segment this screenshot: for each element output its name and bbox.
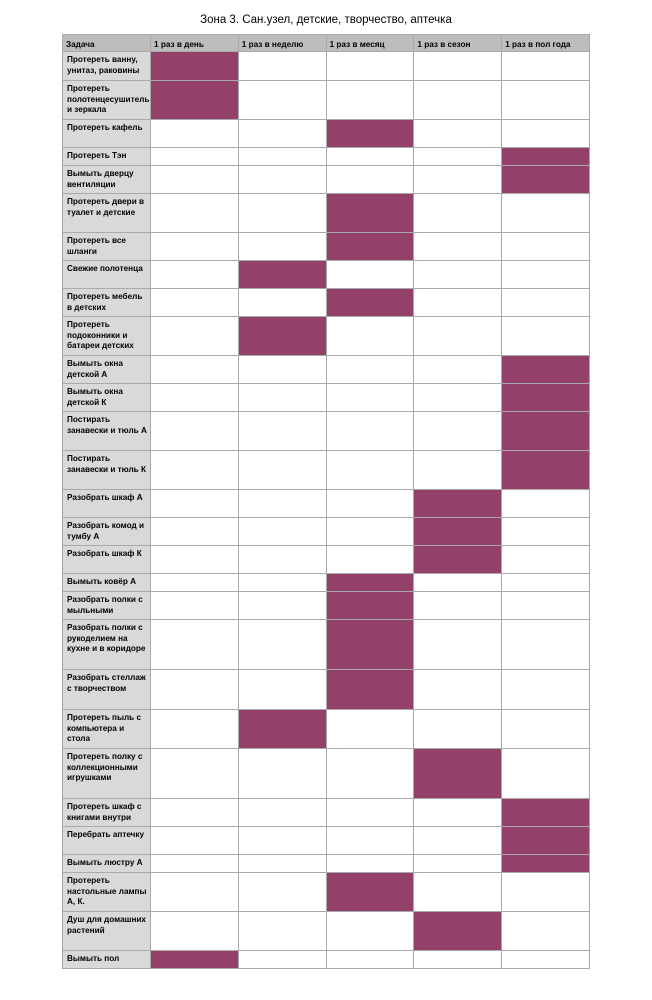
frequency-cell-marked xyxy=(502,451,590,490)
page-title: Зона 3. Сан.узел, детские, творчество, аптечка xyxy=(200,14,452,26)
task-label: Разобрать полки с мыльными xyxy=(63,592,151,620)
table-row xyxy=(63,261,590,289)
frequency-cell xyxy=(151,233,239,261)
frequency-cell-marked xyxy=(326,873,414,912)
frequency-cell xyxy=(326,412,414,451)
frequency-cell xyxy=(238,81,326,120)
frequency-cell-marked xyxy=(326,670,414,710)
frequency-cell xyxy=(502,317,590,356)
frequency-cell xyxy=(502,194,590,233)
table-row xyxy=(63,546,590,574)
frequency-cell xyxy=(151,620,239,670)
frequency-cell-marked xyxy=(414,546,502,574)
table-row xyxy=(63,490,590,518)
frequency-cell xyxy=(414,120,502,148)
table-row xyxy=(63,574,590,592)
header-weekly: 1 раз в неделю xyxy=(238,35,326,52)
frequency-cell xyxy=(238,912,326,951)
frequency-cell xyxy=(151,670,239,710)
frequency-cell xyxy=(502,289,590,317)
frequency-cell xyxy=(238,451,326,490)
task-label: Перебрать аптечку xyxy=(63,827,151,855)
frequency-cell xyxy=(238,490,326,518)
table-row xyxy=(63,166,590,194)
header-daily: 1 раз в день xyxy=(151,35,239,52)
task-label: Протереть ванну, унитаз, раковины xyxy=(63,52,151,81)
frequency-cell xyxy=(502,620,590,670)
task-label: Постирать занавески и тюль К xyxy=(63,451,151,490)
frequency-cell xyxy=(326,356,414,384)
frequency-cell xyxy=(502,951,590,969)
frequency-cell-marked xyxy=(238,261,326,289)
frequency-cell-marked xyxy=(326,194,414,233)
frequency-cell xyxy=(151,912,239,951)
frequency-cell xyxy=(151,384,239,412)
table-row xyxy=(63,148,590,166)
table-row xyxy=(63,592,590,620)
task-label: Протереть все шланги xyxy=(63,233,151,261)
frequency-cell xyxy=(502,912,590,951)
table-row xyxy=(63,289,590,317)
frequency-cell-marked xyxy=(502,148,590,166)
frequency-cell-marked xyxy=(151,81,239,120)
task-label: Протереть подоконники и батареи детских xyxy=(63,317,151,356)
frequency-cell xyxy=(151,518,239,546)
frequency-cell xyxy=(326,166,414,194)
frequency-cell xyxy=(238,384,326,412)
frequency-cell xyxy=(238,670,326,710)
frequency-cell xyxy=(151,749,239,799)
frequency-cell xyxy=(326,912,414,951)
frequency-cell xyxy=(326,52,414,81)
frequency-cell-marked xyxy=(502,166,590,194)
frequency-cell xyxy=(238,749,326,799)
frequency-cell xyxy=(238,166,326,194)
task-label: Разобрать полки с рукоделием на кухне и в коридоре xyxy=(63,620,151,670)
frequency-cell xyxy=(502,81,590,120)
frequency-cell xyxy=(326,451,414,490)
frequency-cell-marked xyxy=(414,749,502,799)
frequency-cell xyxy=(326,827,414,855)
frequency-cell xyxy=(502,749,590,799)
frequency-cell xyxy=(502,574,590,592)
header-monthly: 1 раз в месяц xyxy=(326,35,414,52)
task-label: Вымыть люстру А xyxy=(63,855,151,873)
table-row xyxy=(63,710,590,749)
table-row xyxy=(63,912,590,951)
task-label: Протереть пыль с компьютера и стола xyxy=(63,710,151,749)
frequency-cell xyxy=(414,451,502,490)
frequency-cell-marked xyxy=(151,951,239,969)
frequency-cell xyxy=(151,710,239,749)
frequency-cell-marked xyxy=(151,52,239,81)
frequency-cell xyxy=(151,574,239,592)
frequency-cell xyxy=(151,873,239,912)
frequency-cell xyxy=(151,194,239,233)
frequency-cell xyxy=(151,166,239,194)
frequency-cell xyxy=(238,52,326,81)
header-seasonal: 1 раз в сезон xyxy=(414,35,502,52)
frequency-cell xyxy=(414,356,502,384)
frequency-cell-marked xyxy=(326,592,414,620)
frequency-cell xyxy=(502,120,590,148)
frequency-cell xyxy=(326,546,414,574)
table-row xyxy=(63,356,590,384)
table-row xyxy=(63,317,590,356)
task-label: Вымыть пол xyxy=(63,951,151,969)
frequency-cell xyxy=(414,799,502,827)
table-row xyxy=(63,451,590,490)
schedule-body xyxy=(63,52,590,969)
task-label: Вымыть дверцу вентиляции xyxy=(63,166,151,194)
frequency-cell xyxy=(414,289,502,317)
frequency-cell xyxy=(151,592,239,620)
frequency-cell-marked xyxy=(414,518,502,546)
frequency-cell xyxy=(326,710,414,749)
frequency-cell xyxy=(151,317,239,356)
frequency-cell xyxy=(238,855,326,873)
frequency-cell xyxy=(502,873,590,912)
frequency-cell-marked xyxy=(502,356,590,384)
frequency-cell xyxy=(151,490,239,518)
table-row xyxy=(63,412,590,451)
frequency-cell xyxy=(151,261,239,289)
table-row xyxy=(63,81,590,120)
frequency-cell-marked xyxy=(502,827,590,855)
table-row xyxy=(63,951,590,969)
frequency-cell xyxy=(326,81,414,120)
table-row xyxy=(63,233,590,261)
frequency-cell xyxy=(414,148,502,166)
frequency-cell xyxy=(326,855,414,873)
frequency-cell xyxy=(326,261,414,289)
frequency-cell xyxy=(238,546,326,574)
frequency-cell xyxy=(238,194,326,233)
frequency-cell xyxy=(414,827,502,855)
task-label: Разобрать шкаф А xyxy=(63,490,151,518)
task-label: Вымыть окна детской К xyxy=(63,384,151,412)
task-label: Вымыть ковёр А xyxy=(63,574,151,592)
frequency-cell xyxy=(414,384,502,412)
header-row xyxy=(63,35,590,52)
header-half-year: 1 раз в пол года xyxy=(502,35,590,52)
table-row xyxy=(63,194,590,233)
frequency-cell-marked xyxy=(326,620,414,670)
frequency-cell xyxy=(151,451,239,490)
task-label: Протереть мебель в детских xyxy=(63,289,151,317)
task-label: Протереть Тэн xyxy=(63,148,151,166)
frequency-cell-marked xyxy=(502,799,590,827)
frequency-cell xyxy=(414,317,502,356)
task-label: Протереть полотенцесушитель и зеркала xyxy=(63,81,151,120)
frequency-cell xyxy=(238,951,326,969)
task-label: Разобрать комод и тумбу А xyxy=(63,518,151,546)
table-row xyxy=(63,120,590,148)
frequency-cell xyxy=(326,384,414,412)
task-label: Протереть двери в туалет и детские xyxy=(63,194,151,233)
frequency-cell xyxy=(238,233,326,261)
frequency-cell xyxy=(151,356,239,384)
cleaning-schedule-table xyxy=(62,34,590,969)
frequency-cell xyxy=(326,148,414,166)
frequency-cell-marked xyxy=(502,412,590,451)
table-row xyxy=(63,52,590,81)
frequency-cell xyxy=(414,670,502,710)
table-row xyxy=(63,873,590,912)
frequency-cell xyxy=(502,233,590,261)
frequency-cell xyxy=(414,166,502,194)
frequency-cell xyxy=(238,827,326,855)
frequency-cell xyxy=(238,120,326,148)
task-label: Душ для домашних растений xyxy=(63,912,151,951)
frequency-cell xyxy=(326,799,414,827)
frequency-cell xyxy=(414,574,502,592)
frequency-cell-marked xyxy=(238,710,326,749)
frequency-cell xyxy=(326,490,414,518)
frequency-cell xyxy=(414,412,502,451)
frequency-cell-marked xyxy=(414,490,502,518)
frequency-cell xyxy=(151,827,239,855)
table-row xyxy=(63,749,590,799)
table-row xyxy=(63,855,590,873)
frequency-cell xyxy=(414,710,502,749)
frequency-cell-marked xyxy=(414,912,502,951)
task-label: Разобрать шкаф К xyxy=(63,546,151,574)
table-row xyxy=(63,620,590,670)
frequency-cell xyxy=(414,951,502,969)
frequency-cell xyxy=(238,412,326,451)
frequency-cell-marked xyxy=(238,317,326,356)
frequency-cell-marked xyxy=(326,233,414,261)
frequency-cell xyxy=(326,518,414,546)
frequency-cell xyxy=(502,710,590,749)
frequency-cell xyxy=(238,620,326,670)
frequency-cell xyxy=(151,546,239,574)
frequency-cell xyxy=(502,670,590,710)
frequency-cell xyxy=(238,289,326,317)
frequency-cell xyxy=(238,574,326,592)
frequency-cell xyxy=(326,317,414,356)
frequency-cell xyxy=(238,592,326,620)
frequency-cell xyxy=(414,855,502,873)
table-row xyxy=(63,827,590,855)
task-label: Протереть кафель xyxy=(63,120,151,148)
frequency-cell xyxy=(414,194,502,233)
task-label: Свежие полотенца xyxy=(63,261,151,289)
frequency-cell xyxy=(502,592,590,620)
frequency-cell xyxy=(151,148,239,166)
table-row xyxy=(63,670,590,710)
table-row xyxy=(63,799,590,827)
frequency-cell-marked xyxy=(502,384,590,412)
frequency-cell xyxy=(151,412,239,451)
frequency-cell xyxy=(238,873,326,912)
table-row xyxy=(63,518,590,546)
task-label: Протереть полку с коллекционными игрушками xyxy=(63,749,151,799)
frequency-cell xyxy=(238,518,326,546)
frequency-cell xyxy=(238,799,326,827)
task-label: Протереть настольные лампы А, К. xyxy=(63,873,151,912)
frequency-cell-marked xyxy=(326,289,414,317)
frequency-cell xyxy=(502,52,590,81)
frequency-cell xyxy=(502,518,590,546)
frequency-cell-marked xyxy=(502,855,590,873)
table-row xyxy=(63,384,590,412)
frequency-cell xyxy=(151,855,239,873)
frequency-cell xyxy=(326,749,414,799)
frequency-cell xyxy=(502,546,590,574)
frequency-cell xyxy=(414,233,502,261)
frequency-cell xyxy=(151,799,239,827)
frequency-cell xyxy=(414,873,502,912)
task-label: Протереть шкаф с книгами внутри xyxy=(63,799,151,827)
header-task: Задача xyxy=(63,35,151,52)
frequency-cell xyxy=(151,120,239,148)
frequency-cell xyxy=(238,148,326,166)
frequency-cell xyxy=(414,81,502,120)
frequency-cell-marked xyxy=(326,120,414,148)
frequency-cell xyxy=(414,620,502,670)
frequency-cell xyxy=(238,356,326,384)
frequency-cell xyxy=(414,52,502,81)
frequency-cell-marked xyxy=(326,574,414,592)
frequency-cell xyxy=(502,490,590,518)
frequency-cell xyxy=(414,592,502,620)
frequency-cell xyxy=(502,261,590,289)
frequency-cell xyxy=(326,951,414,969)
frequency-cell xyxy=(414,261,502,289)
task-label: Разобрать стеллаж с творчеством xyxy=(63,670,151,710)
task-label: Постирать занавески и тюль А xyxy=(63,412,151,451)
task-label: Вымыть окна детской А xyxy=(63,356,151,384)
frequency-cell xyxy=(151,289,239,317)
